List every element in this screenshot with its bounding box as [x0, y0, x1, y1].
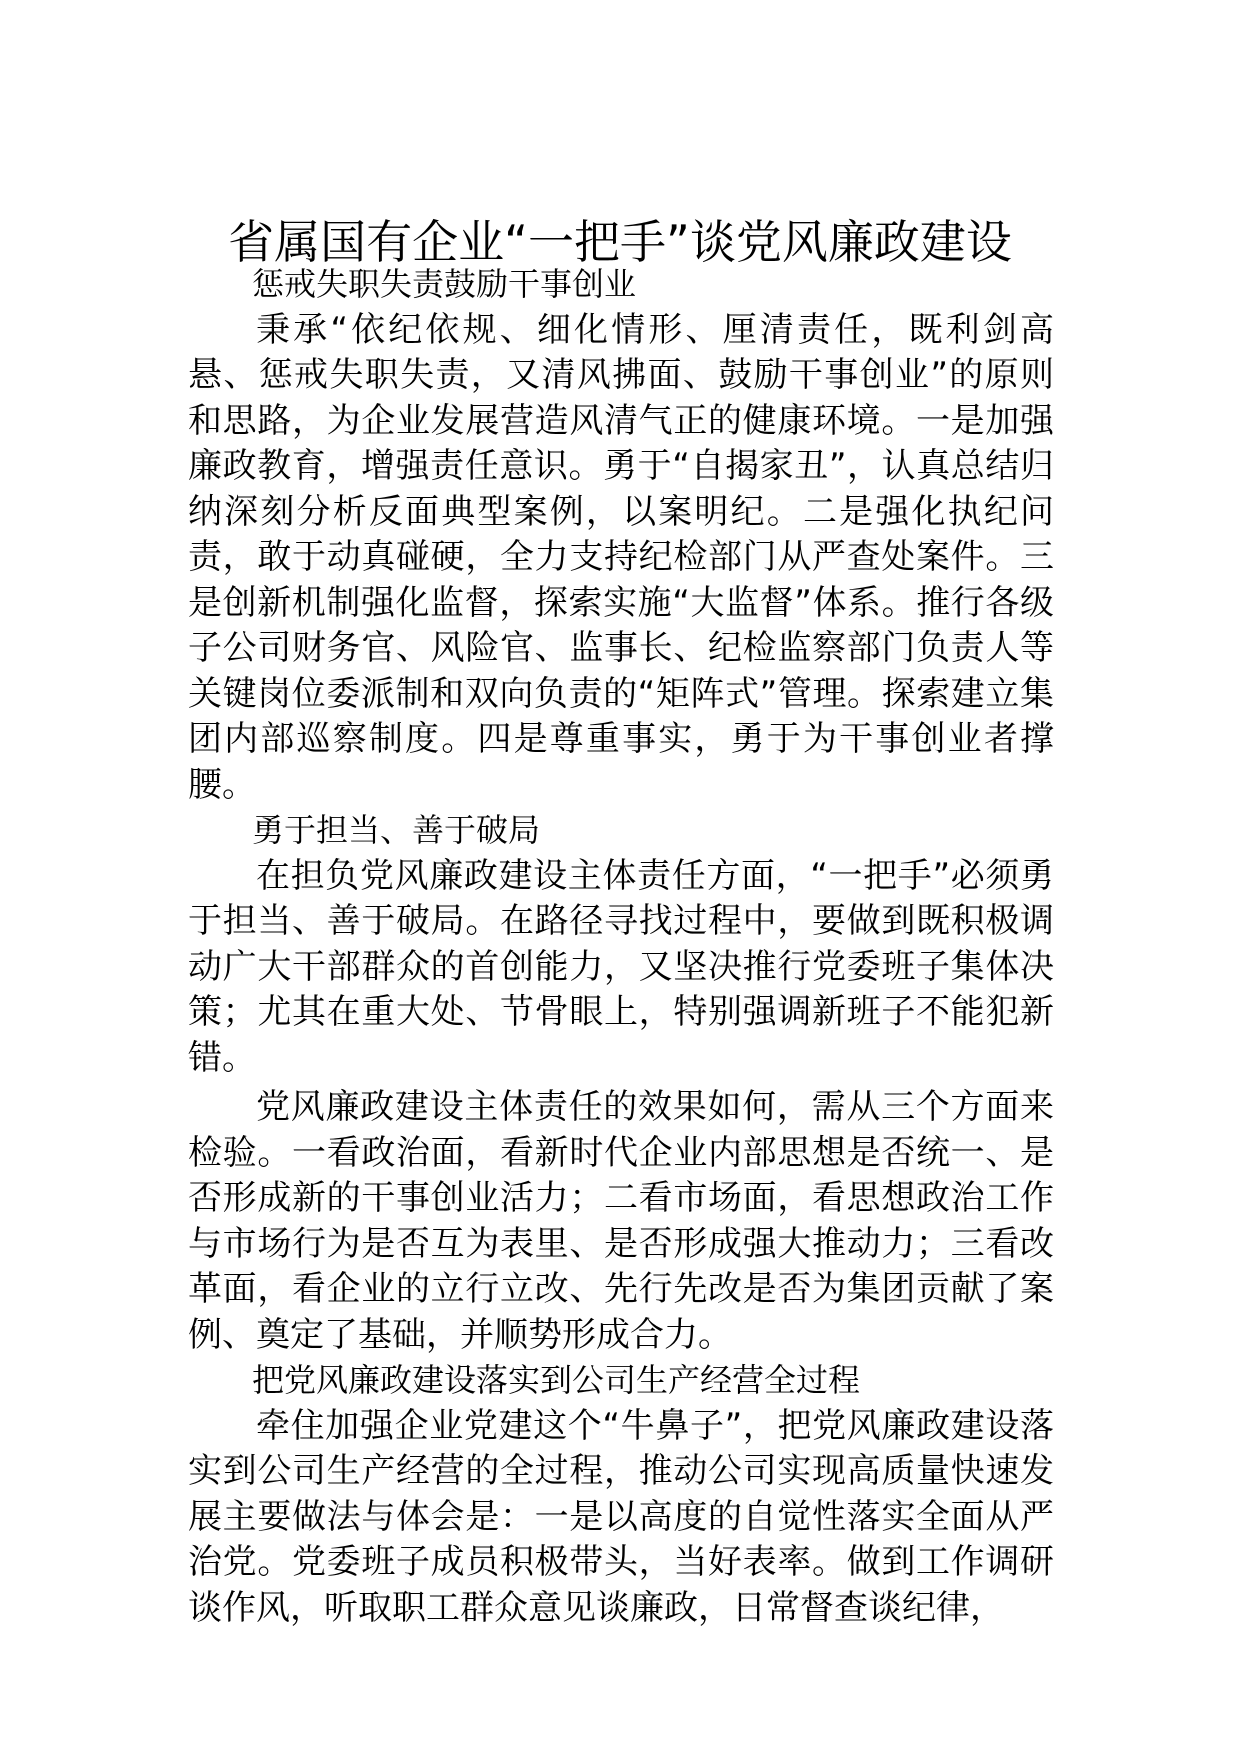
document-body [188, 262, 1054, 1631]
section-2-paragraph-1: 在担负党风廉政建设主体责任方面，“一把手”必须勇于担当、善于破局。在路径寻找过程中，要做到既积极调动广大干部群众的首创能力，又坚决推行党委班子集体决策；尤其在重大处、节骨眼上，特别强调新班子不能犯新错。 [188, 855, 1054, 1078]
section-3-paragraph-1: 牵住加强企业党建这个“牛鼻子”，把党风廉政建设落实到公司生产经营的全过程，推动公司实现高质量快速发展主要做法与体会是：一是以高度的自觉性落实全面从严治党。党委班子成员积极带头，当好表率。做到工作调研谈作风，听取职工群众意见谈廉政，日常督查谈纪律， [188, 1405, 1054, 1628]
section-2-paragraph-2: 党风廉政建设主体责任的效果如何，需从三个方面来检验。一看政治面，看新时代企业内部思想是否统一、是否形成新的干事创业活力；二看市场面，看思想政治工作与市场行为是否互为表里、是否形成强大推动力；三看改革面，看企业的立行立改、先行先改是否为集团贡献了案例、奠定了基础，并顺势形成合力。 [188, 1087, 1054, 1355]
section-heading-2: 勇于担当、善于破局 [252, 811, 541, 849]
document-title: 省属国有企业“一把手”谈党风廉政建设 [228, 215, 1012, 269]
section-heading-3: 把党风廉政建设落实到公司生产经营全过程 [252, 1361, 861, 1399]
section-1-paragraph-1: 秉承“依纪依规、细化情形、厘清责任，既利剑高悬、惩戒失职失责，又清风拂面、鼓励干事创业”的原则和思路，为企业发展营造风清气正的健康环境。一是加强廉政教育，增强责任意识。勇于“自揭家丑”，认真总结归纳深刻分析反面典型案例，以案明纪。二是强化执纪问责，敢于动真碰硬，全力支持纪检部门从严查处案件。三是创新机制强化监督，探索实施“大监督”体系。推行各级子公司财务官、风险官、监事长、纪检监察部门负责人等关键岗位委派制和双向负责的“矩阵式”管理。探索建立集团内部巡察制度。四是尊重事实，勇于为干事创业者撑腰。 [188, 309, 1054, 805]
section-heading-1: 惩戒失职失责鼓励干事创业 [252, 265, 637, 303]
